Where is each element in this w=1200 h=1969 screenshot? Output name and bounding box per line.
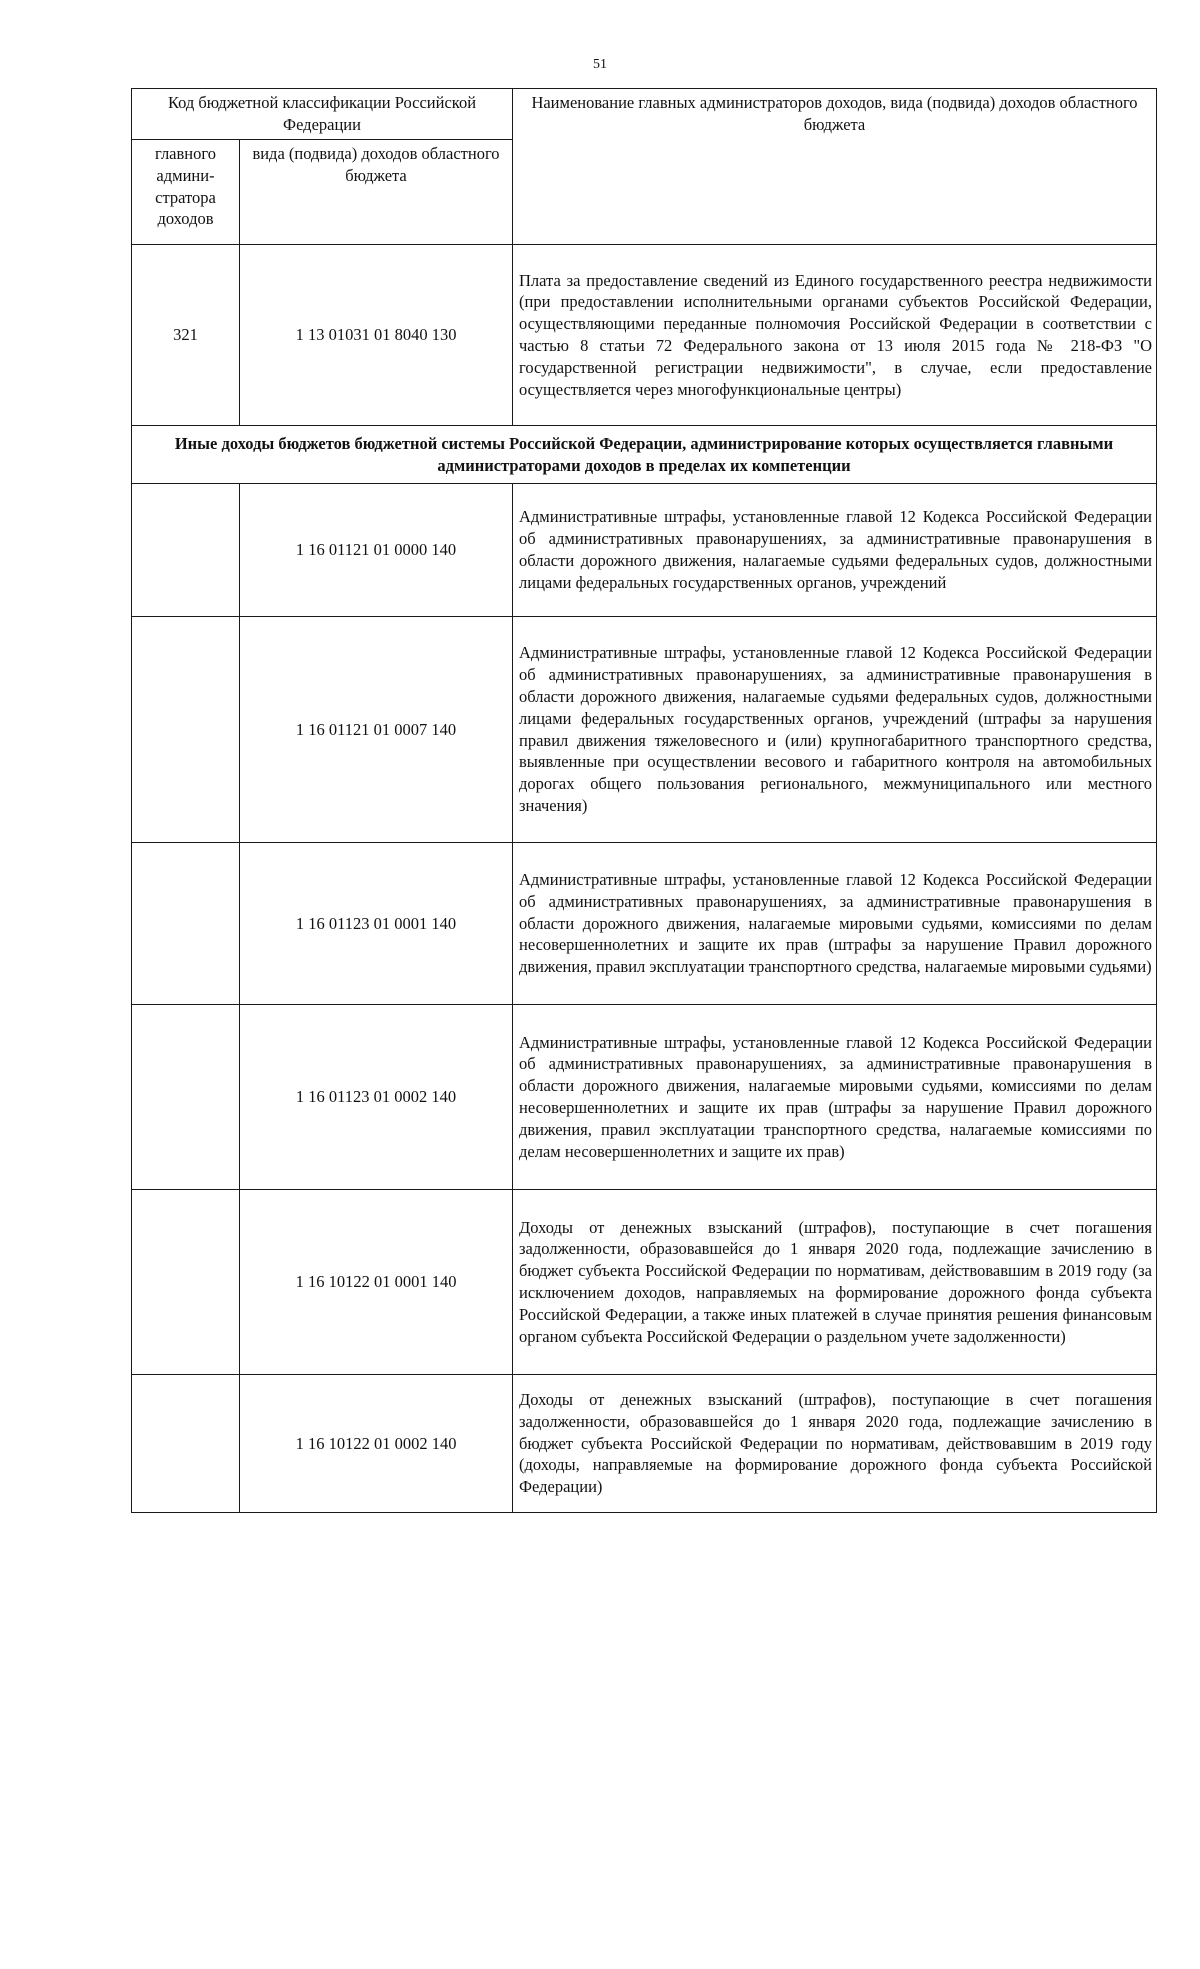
admin-code-cell (132, 617, 240, 843)
table-header-row (132, 89, 1157, 140)
header-code-group: Код бюджетной классификации Российской Федерации (132, 89, 513, 140)
admin-code-cell (132, 484, 240, 617)
table-row (132, 1005, 1157, 1190)
section-title: Иные доходы бюджетов бюджетной системы Российской Федерации, администрирование которых осуществляется главными администраторами доходов в пределах их компетенции (132, 426, 1157, 484)
income-code-cell: 1 16 10122 01 0001 140 (240, 1190, 513, 1375)
budget-classification-table (131, 88, 1157, 1513)
income-code-cell: 1 16 01123 01 0001 140 (240, 843, 513, 1005)
income-code-cell: 1 16 01121 01 0007 140 (240, 617, 513, 843)
admin-code-cell (132, 1005, 240, 1190)
page-number: 51 (593, 57, 607, 72)
income-name-cell: Административные штрафы, установленные главой 12 Кодекса Российской Федерации об административных правонарушениях, за административные правонарушения в области дорожного движения, налагаемые мировыми судьями, комиссиями по делам несовершеннолетних и защите их прав (штрафы за нарушение Правил дорожного движения, правил эксплуатации транспортного средства, налагаемые мировыми судьями) (513, 843, 1157, 1005)
income-name-cell: Административные штрафы, установленные главой 12 Кодекса Российской Федерации об административных правонарушениях, за административные правонарушения в области дорожного движения, налагаемые судьями федеральных судов, должностными лицами федеральных государственных органов, учреждений (513, 484, 1157, 617)
table-row (132, 1190, 1157, 1375)
admin-code-cell (132, 1190, 240, 1375)
admin-code-cell (132, 1375, 240, 1513)
income-name-cell: Административные штрафы, установленные главой 12 Кодекса Российской Федерации об административных правонарушениях, за административные правонарушения в области дорожного движения, налагаемые судьями федеральных судов, должностными лицами федеральных государственных органов, учреждений (штрафы за нарушения правил движения тяжеловесного и (или) крупногабаритного транспортного средства, выявленные при осуществлении весового и габаритного контроля на автомобильных дорогах общего пользования регионального, межмуниципального или местного значения) (513, 617, 1157, 843)
header-name-column: Наименование главных администраторов доходов, вида (подвида) доходов областного бюджета (513, 89, 1157, 245)
table-row (132, 484, 1157, 617)
admin-code-cell: 321 (132, 245, 240, 426)
income-code-cell: 1 16 10122 01 0002 140 (240, 1375, 513, 1513)
income-name-cell: Доходы от денежных взысканий (штрафов), поступающие в счет погашения задолженности, образовавшейся до 1 января 2020 года, подлежащие зачислению в бюджет субъекта Российской Федерации по нормативам, действовавшим в 2019 году (за исключением доходов, направляемых на формирование дорожного фонда субъекта Российской Федерации, а также иных платежей в случае принятия решения финансовым органом субъекта Российской Федерации о раздельном учете задолженности) (513, 1190, 1157, 1375)
income-code-cell: 1 13 01031 01 8040 130 (240, 245, 513, 426)
header-type-column: вида (подвида) доходов областного бюджета (240, 140, 513, 245)
table-row (132, 1375, 1157, 1513)
header-admin-column: главного админи-стратора доходов (132, 140, 240, 245)
table-row (132, 617, 1157, 843)
section-row (132, 426, 1157, 484)
income-name-cell: Административные штрафы, установленные главой 12 Кодекса Российской Федерации об административных правонарушениях, за административные правонарушения в области дорожного движения, налагаемые мировыми судьями, комиссиями по делам несовершеннолетних и защите их прав (штрафы за нарушение Правил дорожного движения, правил эксплуатации транспортного средства, налагаемые комиссиями по делам несовершеннолетних и защите их прав) (513, 1005, 1157, 1190)
table-row (132, 245, 1157, 426)
table-row (132, 843, 1157, 1005)
admin-code-cell (132, 843, 240, 1005)
income-name-cell: Плата за предоставление сведений из Единого государственного реестра недвижимости (при предоставлении исполнительными органами субъектов Российской Федерации, осуществляющими переданные полномочия Российской Федерации в соответствии с частью 8 статьи 72 Федерального закона от 13 июля 2015 года № 218-ФЗ "О государственной регистрации недвижимости", в случае, если предоставление осуществляется через многофункциональные центры) (513, 245, 1157, 426)
income-code-cell: 1 16 01121 01 0000 140 (240, 484, 513, 617)
income-code-cell: 1 16 01123 01 0002 140 (240, 1005, 513, 1190)
income-name-cell: Доходы от денежных взысканий (штрафов), поступающие в счет погашения задолженности, образовавшейся до 1 января 2020 года, подлежащие зачислению в бюджет субъекта Российской Федерации по нормативам, действовавшим в 2019 году (доходы, направляемые на формирование дорожного фонда субъекта Российской Федерации) (513, 1375, 1157, 1513)
